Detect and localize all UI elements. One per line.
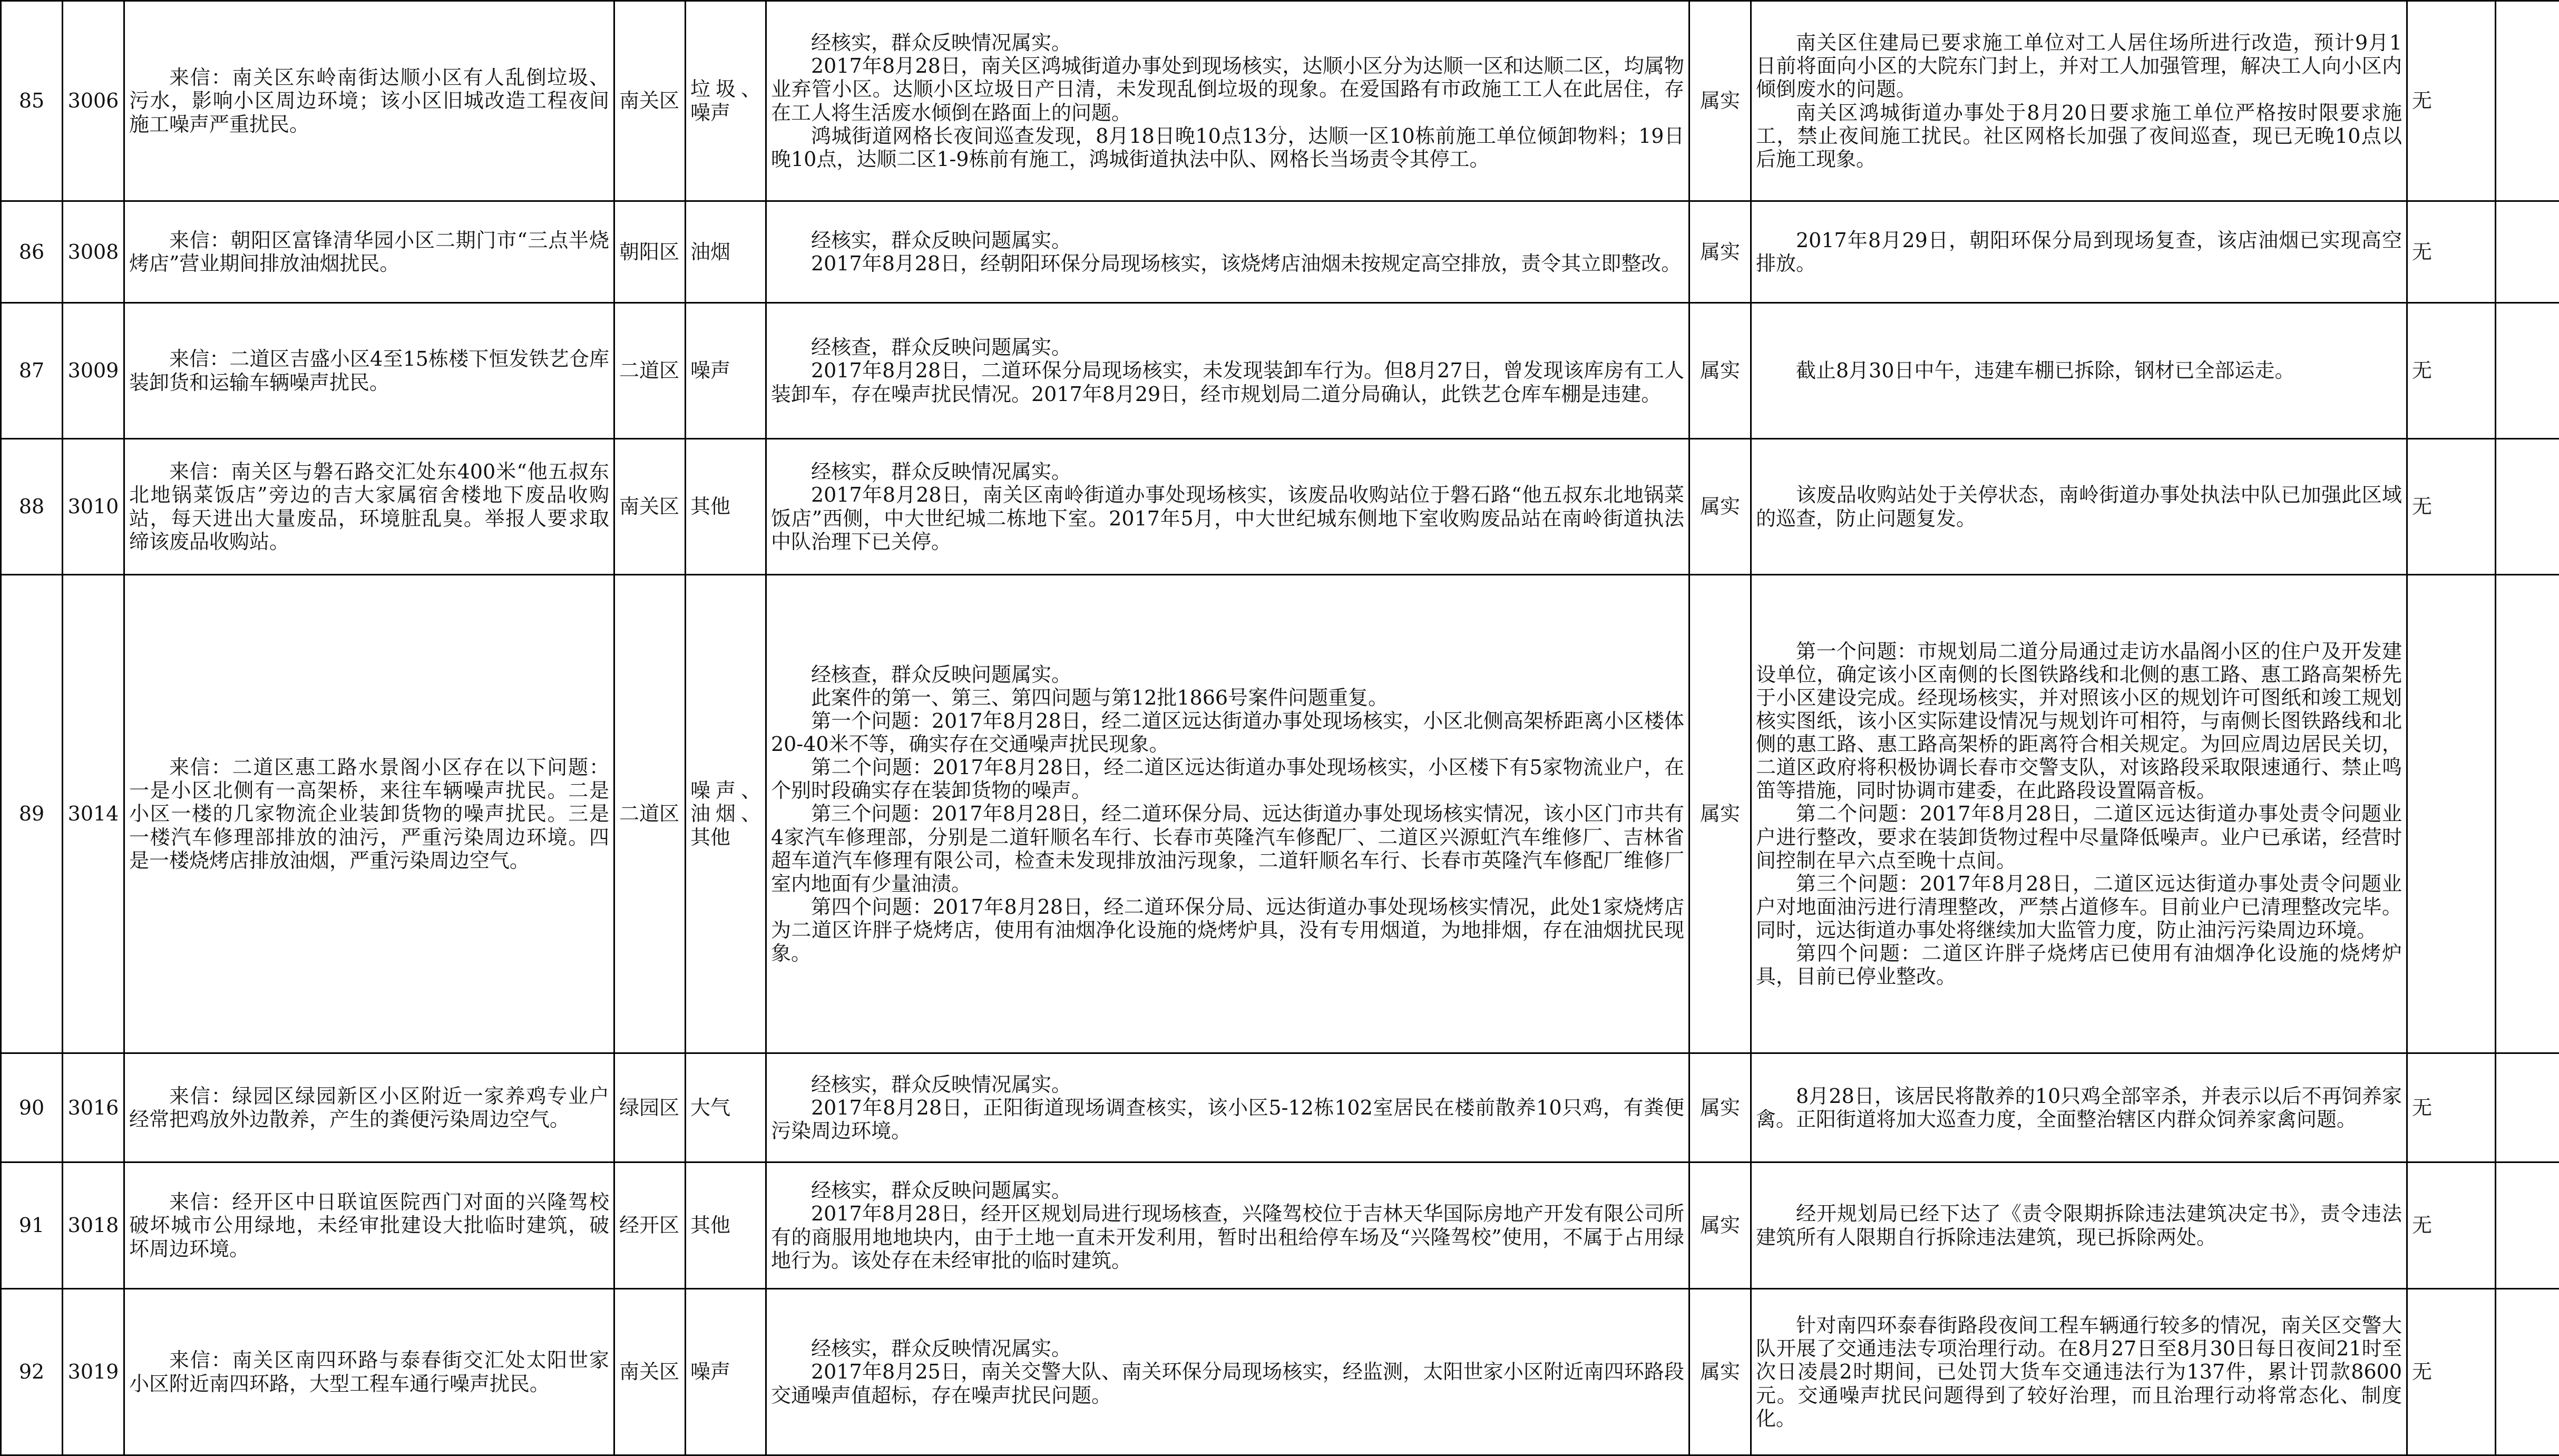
district-cell: 南关区 <box>614 1 686 201</box>
verdict-cell: 属实 <box>1689 439 1751 575</box>
findings-cell-paragraph: 经核实，群众反映情况属实。 <box>771 460 1684 483</box>
row-number: 85 <box>1 1 63 201</box>
note-cell <box>2496 575 2559 1053</box>
accountability-cell: 无 <box>2407 303 2496 439</box>
findings-cell-paragraph: 2017年8月28日，正阳街道现场调查核实，该小区5-12栋102室居民在楼前散养10只鸡，有粪便污染周边环境。 <box>771 1096 1684 1142</box>
district-cell: 二道区 <box>614 575 686 1053</box>
district-cell: 朝阳区 <box>614 201 686 303</box>
findings-cell-paragraph: 鸿城街道网格长夜间巡查发现，8月18日晚10点13分，达顺一区10栋前施工单位倾卸物料；19日晚10点，达顺二区1-9栋前有施工，鸿城街道执法中队、网格长当场责令其停工。 <box>771 124 1684 171</box>
table-row <box>1 439 2559 575</box>
district-cell: 二道区 <box>614 303 686 439</box>
case-id: 3016 <box>63 1053 124 1162</box>
actions-cell-paragraph: 第一个问题：市规划局二道分局通过走访水晶阁小区的住户及开发建设单位，确定该小区南侧的长图铁路线和北侧的惠工路、惠工路高架桥先于小区建设完成。经现场核实，并对照该小区的规划许可图纸和竣工规划核实图纸，该小区实际建设情况与规划许可相符，与南侧长图铁路线和北侧的惠工路、惠工路高架桥的距离符合相关规定。为回应周边居民关切，二道区政府将积极协调长春市交警支队，对该路段采取限速通行、禁止鸣笛等措施，同时协调市建委，在此路段设置隔音板。 <box>1756 640 2402 803</box>
actions-cell-paragraph: 第四个问题：二道区许胖子烧烤店已使用有油烟净化设施的烧烤炉具，目前已停业整改。 <box>1756 942 2402 988</box>
actions-cell <box>1751 303 2407 439</box>
verdict-cell: 属实 <box>1689 1 1751 201</box>
findings-cell-paragraph: 2017年8月28日，经朝阳环保分局现场核实，该烧烤店油烟未按规定高空排放，责令其立即整改。 <box>771 252 1684 275</box>
note-cell <box>2496 1 2559 201</box>
verdict-cell: 属实 <box>1689 575 1751 1053</box>
findings-cell-paragraph: 经核实，群众反映情况属实。 <box>771 1337 1684 1360</box>
actions-cell <box>1751 1289 2407 1455</box>
complaint-cell <box>124 1 614 201</box>
actions-cell-paragraph: 针对南四环泰春街路段夜间工程车辆通行较多的情况，南关区交警大队开展了交通违法专项治理行动。在8月27日至8月30日每日夜间21时至次日凌晨2时期间，已处罚大货车交通违法行为137件，累计罚款8600元。交通噪声扰民问题得到了较好治理，而且治理行动将常态化、制度化。 <box>1756 1314 2402 1430</box>
category-cell: 大气 <box>686 1053 766 1162</box>
findings-cell <box>766 575 1689 1053</box>
actions-cell <box>1751 1162 2407 1289</box>
complaint-text: 来信：朝阳区富锋清华园小区二期门市“三点半烧烤店”营业期间排放油烟扰民。 <box>129 229 609 275</box>
table-row <box>1 303 2559 439</box>
findings-cell <box>766 201 1689 303</box>
row-number: 91 <box>1 1162 63 1289</box>
findings-cell <box>766 1289 1689 1455</box>
verdict-cell: 属实 <box>1689 1289 1751 1455</box>
complaint-text: 来信：绿园区绿园新区小区附近一家养鸡专业户经常把鸡放外边散养，产生的粪便污染周边空气。 <box>129 1084 609 1131</box>
accountability-cell: 无 <box>2407 1289 2496 1455</box>
findings-cell-paragraph: 经核实，群众反映问题属实。 <box>771 229 1684 252</box>
complaint-text: 来信：南关区东岭南街达顺小区有人乱倒垃圾、污水，影响小区周边环境；该小区旧城改造工程夜间施工噪声严重扰民。 <box>129 66 609 135</box>
actions-cell <box>1751 1053 2407 1162</box>
actions-cell-paragraph: 第二个问题：2017年8月28日，二道区远达街道办事处责令问题业户进行整改，要求在装卸货物过程中尽量降低噪声。业户已承诺，经营时间控制在早六点至晚十点间。 <box>1756 802 2402 872</box>
findings-cell-paragraph: 第三个问题：2017年8月28日，经二道环保分局、远达街道办事处现场核实情况，该小区门市共有4家汽车修理部，分别是二道轩顺名车行、长春市英隆汽车修配厂、二道区兴源虹汽车维修厂、吉林省超车道汽车修理有限公司，检查未发现排放油污现象，二道轩顺名车行、长春市英隆汽车修配厂维修厂室内地面有少量油渍。 <box>771 802 1684 895</box>
actions-cell-paragraph: 经开规划局已经下达了《责令限期拆除违法建筑决定书》，责令违法建筑所有人限期自行拆除违法建筑，现已拆除两处。 <box>1756 1202 2402 1248</box>
actions-cell-paragraph: 第三个问题：2017年8月28日，二道区远达街道办事处责令问题业户对地面油污进行清理整改，严禁占道修车。目前业户已清理整改完毕。同时，远达街道办事处将继续加大监管力度，防止油污污染周边环境。 <box>1756 872 2402 942</box>
note-cell <box>2496 1053 2559 1162</box>
actions-cell <box>1751 1 2407 201</box>
table-row <box>1 1162 2559 1289</box>
findings-cell <box>766 1 1689 201</box>
findings-cell-paragraph: 第一个问题：2017年8月28日，经二道区远达街道办事处现场核实，小区北侧高架桥距离小区楼体20-40米不等，确实存在交通噪声扰民现象。 <box>771 709 1684 756</box>
category-cell: 垃圾、噪声 <box>686 1 766 201</box>
row-number: 86 <box>1 201 63 303</box>
findings-cell-paragraph: 第四个问题：2017年8月28日，经二道环保分局、远达街道办事处现场核实情况，此处1家烧烤店为二道区许胖子烧烤店，使用有油烟净化设施的烧烤炉具，没有专用烟道，为地排烟，存在油烟扰民现象。 <box>771 895 1684 965</box>
findings-cell-paragraph: 经核查，群众反映问题属实。 <box>771 336 1684 359</box>
findings-cell-paragraph: 第二个问题：2017年8月28日，经二道区远达街道办事处现场核实，小区楼下有5家物流业户，在个别时段确实存在装卸货物的噪声。 <box>771 756 1684 802</box>
complaint-cell <box>124 201 614 303</box>
case-id: 3019 <box>63 1289 124 1455</box>
findings-cell-paragraph: 2017年8月25日，南关交警大队、南关环保分局现场核实，经监测，太阳世家小区附近南四环路段交通噪声值超标，存在噪声扰民问题。 <box>771 1360 1684 1406</box>
complaint-text: 来信：二道区惠工路水景阁小区存在以下问题：一是小区北侧有一高架桥，来往车辆噪声扰民。二是小区一楼的几家物流企业装卸货物的噪声扰民。三是一楼汽车修理部排放的油污，严重污染周边环境。四是一楼烧烤店排放油烟，严重污染周边空气。 <box>129 756 609 872</box>
complaint-cell <box>124 1053 614 1162</box>
findings-cell-paragraph: 经核实，群众反映情况属实。 <box>771 1073 1684 1096</box>
findings-cell-paragraph: 经核实，群众反映问题属实。 <box>771 1179 1684 1202</box>
table-row <box>1 1053 2559 1162</box>
district-cell: 南关区 <box>614 439 686 575</box>
row-number: 88 <box>1 439 63 575</box>
actions-cell-paragraph: 南关区住建局已要求施工单位对工人居住场所进行改造，预计9月1日前将面向小区的大院东门封上，并对工人加强管理，解决工人向小区内倾倒废水的问题。 <box>1756 31 2402 101</box>
actions-cell-paragraph: 南关区鸿城街道办事处于8月20日要求施工单位严格按时限要求施工，禁止夜间施工扰民。社区网格长加强了夜间巡查，现已无晚10点以后施工现象。 <box>1756 101 2402 171</box>
note-cell <box>2496 1289 2559 1455</box>
category-cell: 噪声、油烟、其他 <box>686 575 766 1053</box>
district-cell: 绿园区 <box>614 1053 686 1162</box>
district-cell: 南关区 <box>614 1289 686 1455</box>
verdict-cell: 属实 <box>1689 303 1751 439</box>
complaint-text: 来信：南关区与磐石路交汇处东400米“他五叔东北地锅菜饭店”旁边的吉大家属宿舍楼地下废品收购站，每天进出大量废品，环境脏乱臭。举报人要求取缔该废品收购站。 <box>129 460 609 553</box>
note-cell <box>2496 439 2559 575</box>
case-id: 3008 <box>63 201 124 303</box>
complaint-text: 来信：经开区中日联谊医院西门对面的兴隆驾校破坏城市公用绿地，未经审批建设大批临时建筑，破坏周边环境。 <box>129 1190 609 1260</box>
actions-cell-paragraph: 该废品收购站处于关停状态，南岭街道办事处执法中队已加强此区域的巡查，防止问题复发。 <box>1756 483 2402 530</box>
actions-cell-paragraph: 2017年8月29日，朝阳环保分局到现场复查，该店油烟已实现高空排放。 <box>1756 229 2402 275</box>
accountability-cell: 无 <box>2407 439 2496 575</box>
actions-cell <box>1751 439 2407 575</box>
category-cell: 噪声 <box>686 1289 766 1455</box>
findings-cell-paragraph: 此案件的第一、第三、第四问题与第12批1866号案件问题重复。 <box>771 686 1684 709</box>
category-cell: 其他 <box>686 439 766 575</box>
actions-cell-paragraph: 截止8月30日中午，违建车棚已拆除，钢材已全部运走。 <box>1756 359 2402 382</box>
row-number: 92 <box>1 1289 63 1455</box>
row-number: 87 <box>1 303 63 439</box>
findings-cell <box>766 303 1689 439</box>
accountability-cell: 无 <box>2407 1 2496 201</box>
accountability-cell <box>2407 575 2496 1053</box>
findings-cell <box>766 1162 1689 1289</box>
case-id: 3018 <box>63 1162 124 1289</box>
table-row <box>1 1289 2559 1455</box>
category-cell: 其他 <box>686 1162 766 1289</box>
table-body <box>1 1 2559 1455</box>
findings-cell-paragraph: 经核实，群众反映情况属实。 <box>771 31 1684 54</box>
complaint-cell <box>124 1162 614 1289</box>
actions-cell <box>1751 201 2407 303</box>
findings-cell-paragraph: 2017年8月28日，二道环保分局现场核实，未发现装卸车行为。但8月27日，曾发现该库房有工人装卸车，存在噪声扰民情况。2017年8月29日，经市规划局二道分局确认，此铁艺仓库车棚是违建。 <box>771 359 1684 405</box>
complaint-text: 来信：二道区吉盛小区4至15栋楼下恒发铁艺仓库装卸货和运输车辆噪声扰民。 <box>129 347 609 394</box>
findings-cell-paragraph: 2017年8月28日，南关区南岭街道办事处现场核实，该废品收购站位于磐石路“他五叔东北地锅菜饭店”西侧，中大世纪城二栋地下室。2017年5月，中大世纪城东侧地下室收购废品站在南岭街道执法中队治理下已关停。 <box>771 483 1684 553</box>
case-id: 3006 <box>63 1 124 201</box>
verdict-cell: 属实 <box>1689 1162 1751 1289</box>
case-id: 3009 <box>63 303 124 439</box>
complaint-cell <box>124 439 614 575</box>
accountability-cell: 无 <box>2407 201 2496 303</box>
case-id: 3014 <box>63 575 124 1053</box>
note-cell <box>2496 1162 2559 1289</box>
findings-cell <box>766 439 1689 575</box>
actions-cell-paragraph: 8月28日，该居民将散养的10只鸡全部宰杀，并表示以后不再饲养家禽。正阳街道将加大巡查力度，全面整治辖区内群众饲养家禽问题。 <box>1756 1084 2402 1131</box>
note-cell <box>2496 303 2559 439</box>
verdict-cell: 属实 <box>1689 1053 1751 1162</box>
findings-cell-paragraph: 2017年8月28日，经开区规划局进行现场核查，兴隆驾校位于吉林天华国际房地产开发有限公司所有的商服用地地块内，由于土地一直未开发利用，暂时出租给停车场及“兴隆驾校”使用，不属于占用绿地行为。该处存在未经审批的临时建筑。 <box>771 1202 1684 1272</box>
case-id: 3010 <box>63 439 124 575</box>
district-cell: 经开区 <box>614 1162 686 1289</box>
complaint-cell <box>124 303 614 439</box>
note-cell <box>2496 201 2559 303</box>
category-cell: 油烟 <box>686 201 766 303</box>
category-cell: 噪声 <box>686 303 766 439</box>
accountability-cell: 无 <box>2407 1053 2496 1162</box>
complaint-cell <box>124 1289 614 1455</box>
row-number: 90 <box>1 1053 63 1162</box>
row-number: 89 <box>1 575 63 1053</box>
findings-cell <box>766 1053 1689 1162</box>
complaint-cell <box>124 575 614 1053</box>
table-row <box>1 201 2559 303</box>
table-row <box>1 575 2559 1053</box>
accountability-cell: 无 <box>2407 1162 2496 1289</box>
findings-cell-paragraph: 经核查，群众反映问题属实。 <box>771 663 1684 686</box>
actions-cell <box>1751 575 2407 1053</box>
verdict-cell: 属实 <box>1689 201 1751 303</box>
findings-cell-paragraph: 2017年8月28日，南关区鸿城街道办事处到现场核实，达顺小区分为达顺一区和达顺二区，均属物业弃管小区。达顺小区垃圾日产日清，未发现乱倒垃圾的现象。在爱国路有市政施工工人在此居住，存在工人将生活废水倾倒在路面上的问题。 <box>771 54 1684 124</box>
table-row <box>1 1 2559 201</box>
complaint-text: 来信：南关区南四环路与泰春街交汇处太阳世家小区附近南四环路，大型工程车通行噪声扰民。 <box>129 1348 609 1395</box>
